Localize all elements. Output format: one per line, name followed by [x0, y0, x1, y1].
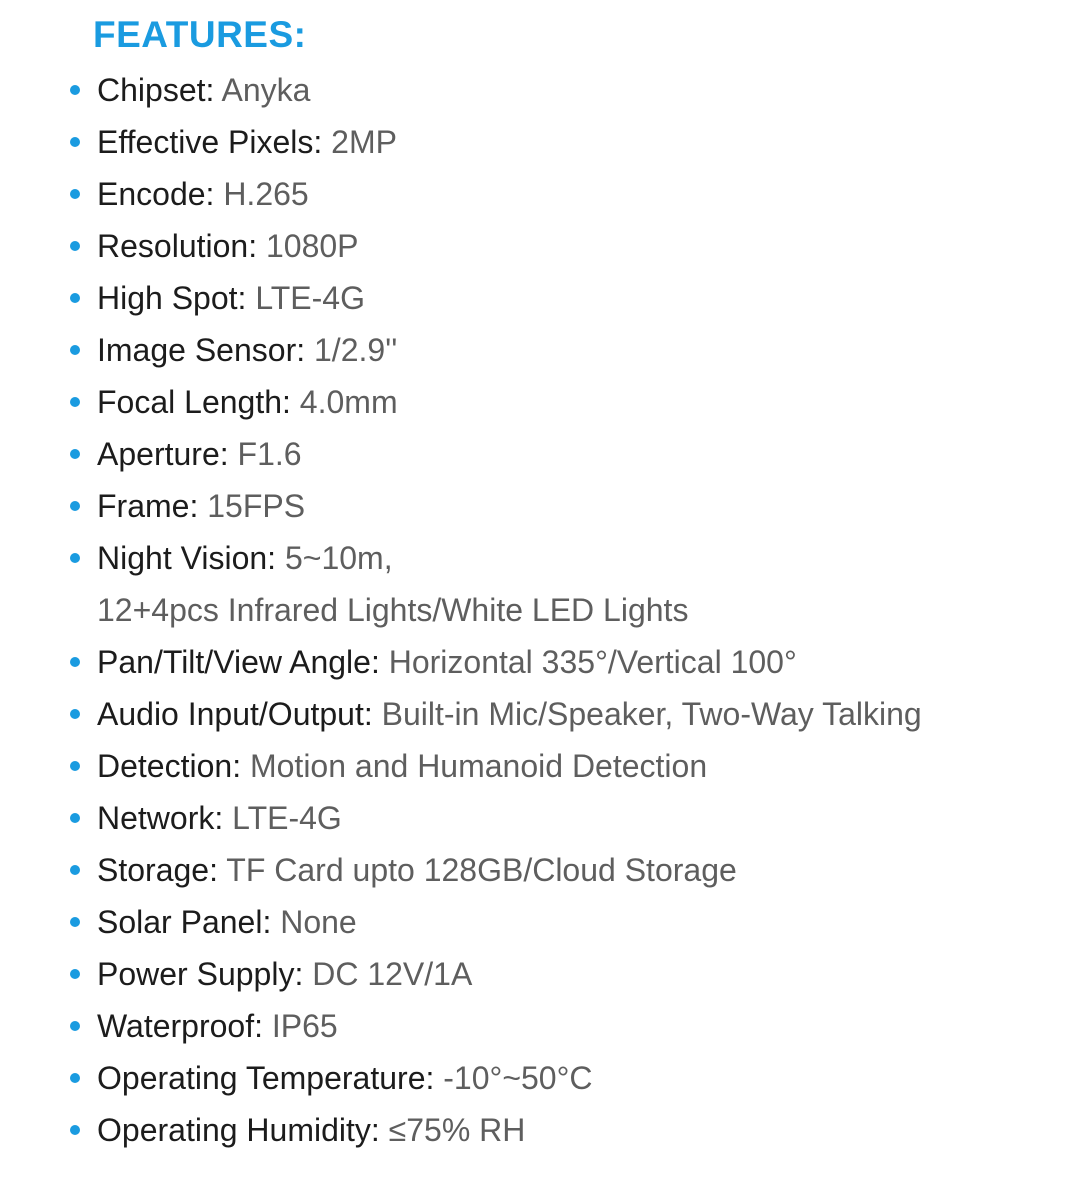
feature-label: Pan/Tilt/View Angle: [97, 644, 380, 680]
bullet-icon [70, 709, 80, 719]
feature-value: DC 12V/1A [303, 956, 473, 992]
feature-value: 1/2.9'' [305, 332, 398, 368]
feature-item-pan-tilt-view-angle [0, 636, 1082, 688]
features-heading: FEATURES: [93, 14, 307, 55]
feature-item-power-supply [0, 948, 1082, 1000]
feature-list [0, 64, 1082, 1156]
feature-item-storage [0, 844, 1082, 896]
bullet-icon [70, 293, 80, 303]
feature-value: H.265 [214, 176, 309, 212]
feature-item-effective-pixels [0, 116, 1082, 168]
feature-item-solar-panel [0, 896, 1082, 948]
feature-value: -10°~50°C [434, 1060, 593, 1096]
feature-value: Built-in Mic/Speaker, Two-Way Talking [372, 696, 922, 732]
bullet-icon [70, 865, 80, 875]
feature-item-night-vision [0, 532, 1082, 636]
feature-item-audio-input-output [0, 688, 1082, 740]
feature-label: Aperture: [97, 436, 229, 472]
feature-item-operating-temperature [0, 1052, 1082, 1104]
feature-item-encode [0, 168, 1082, 220]
feature-label: Network: [97, 800, 224, 836]
bullet-icon [70, 1125, 80, 1135]
feature-label: Waterproof: [97, 1008, 263, 1044]
feature-item-waterproof [0, 1000, 1082, 1052]
bullet-icon [70, 969, 80, 979]
feature-label: Detection: [97, 748, 242, 784]
feature-item-high-spot [0, 272, 1082, 324]
bullet-icon [70, 553, 80, 563]
feature-value: Anyka [214, 72, 311, 108]
bullet-icon [70, 657, 80, 667]
feature-value: 1080P [257, 228, 359, 264]
bullet-icon [70, 449, 80, 459]
bullet-icon [70, 345, 80, 355]
feature-value: F1.6 [228, 436, 302, 472]
bullet-icon [70, 501, 80, 511]
feature-label: Image Sensor: [97, 332, 306, 368]
feature-value: 5~10m, [276, 540, 393, 576]
feature-item-aperture [0, 428, 1082, 480]
feature-label: Audio Input/Output: [97, 696, 373, 732]
feature-label: Solar Panel: [97, 904, 272, 940]
feature-label: Focal Length: [97, 384, 291, 420]
feature-item-resolution [0, 220, 1082, 272]
feature-item-chipset [0, 64, 1082, 116]
feature-value: TF Card upto 128GB/Cloud Storage [217, 852, 737, 888]
feature-value: 2MP [322, 124, 397, 160]
feature-item-operating-humidity [0, 1104, 1082, 1156]
feature-item-network [0, 792, 1082, 844]
feature-value: Motion and Humanoid Detection [241, 748, 708, 784]
feature-label: Encode: [97, 176, 215, 212]
feature-value: LTE-4G [246, 280, 365, 316]
feature-label: Power Supply: [97, 956, 304, 992]
feature-value: None [271, 904, 357, 940]
bullet-icon [70, 85, 80, 95]
feature-item-image-sensor [0, 324, 1082, 376]
feature-value: Horizontal 335°/Vertical 100° [379, 644, 797, 680]
bullet-icon [70, 917, 80, 927]
bullet-icon [70, 813, 80, 823]
feature-value: ≤75% RH [379, 1112, 526, 1148]
feature-value: 15FPS [198, 488, 306, 524]
bullet-icon [70, 241, 80, 251]
feature-label: Frame: [97, 488, 199, 524]
feature-value-continuation: 12+4pcs Infrared Lights/White LED Lights [97, 592, 689, 628]
bullet-icon [70, 1021, 80, 1031]
feature-item-focal-length [0, 376, 1082, 428]
bullet-icon [70, 1073, 80, 1083]
bullet-icon [70, 137, 80, 147]
feature-item-frame [0, 480, 1082, 532]
feature-label: Operating Temperature: [97, 1060, 435, 1096]
bullet-icon [70, 189, 80, 199]
bullet-icon [70, 761, 80, 771]
feature-value: 4.0mm [290, 384, 398, 420]
feature-label: Operating Humidity: [97, 1112, 380, 1148]
feature-value: IP65 [262, 1008, 338, 1044]
feature-item-detection [0, 740, 1082, 792]
feature-label: Effective Pixels: [97, 124, 323, 160]
feature-label: Storage: [97, 852, 218, 888]
feature-label: Night Vision: [97, 540, 277, 576]
bullet-icon [70, 397, 80, 407]
feature-label: Resolution: [97, 228, 258, 264]
feature-label: Chipset: [97, 72, 215, 108]
feature-label: High Spot: [97, 280, 247, 316]
feature-value: LTE-4G [223, 800, 342, 836]
